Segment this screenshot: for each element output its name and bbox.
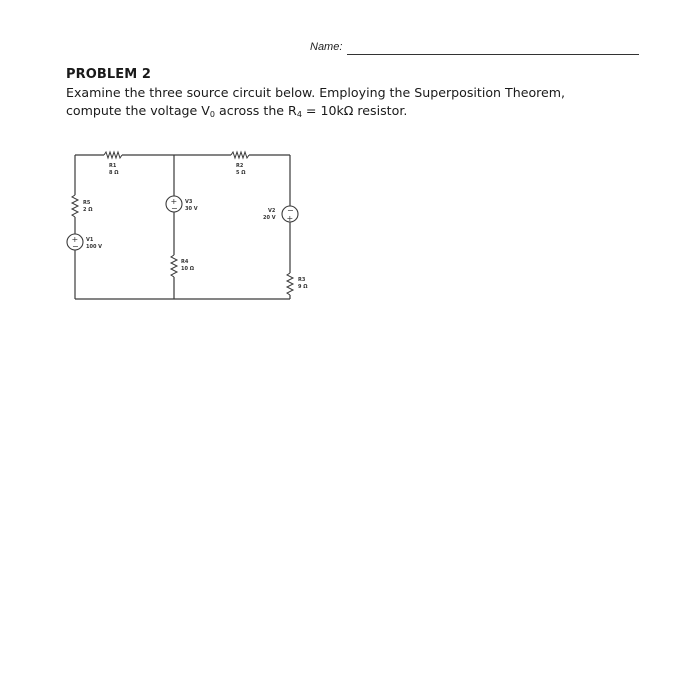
r4-label: R4 xyxy=(181,259,189,265)
name-label: Name: xyxy=(310,41,343,53)
r1-label: R1 xyxy=(109,163,117,169)
v2-value: 20 V xyxy=(263,215,276,221)
r1-value: 8 Ω xyxy=(109,170,119,176)
r3-value: 9 Ω xyxy=(298,284,308,290)
line2-suffix: = 10kΩ resistor. xyxy=(301,103,408,118)
v3-value: 30 V xyxy=(185,206,198,212)
r4-value: 10 Ω xyxy=(181,266,194,272)
v3-minus-sign: − xyxy=(171,204,178,213)
r3-label: R3 xyxy=(298,277,306,283)
v2-plus-sign: + xyxy=(286,214,294,223)
v3-label: V3 xyxy=(185,199,193,205)
resistor-r2 xyxy=(231,152,249,158)
v2-minus-sign: − xyxy=(287,206,294,215)
line2-mid: across the R xyxy=(215,103,297,118)
resistor-r5 xyxy=(72,195,78,217)
v1-minus-sign: − xyxy=(72,242,79,251)
r5-value: 2 Ω xyxy=(83,207,93,213)
r2-value: 5 Ω xyxy=(236,170,246,176)
r4-subscript: 4 xyxy=(296,110,302,119)
v2-label: V2 xyxy=(268,208,276,214)
v1-plus-sign: + xyxy=(71,235,79,244)
problem-line-1: Examine the three source circuit below. Employing the Superposition Theorem, xyxy=(66,85,566,100)
problem-title: PROBLEM 2 xyxy=(66,67,152,82)
v1-value: 100 V xyxy=(86,244,103,250)
resistor-r1 xyxy=(104,152,122,158)
r5-label: R5 xyxy=(83,200,91,206)
resistor-r3 xyxy=(287,273,293,295)
line2-prefix: compute the voltage V xyxy=(66,103,210,118)
v1-label: V1 xyxy=(86,237,94,243)
r2-label: R2 xyxy=(236,163,244,169)
v0-subscript: 0 xyxy=(209,110,215,119)
v3-plus-sign: + xyxy=(170,197,178,206)
resistor-r4 xyxy=(171,255,177,277)
